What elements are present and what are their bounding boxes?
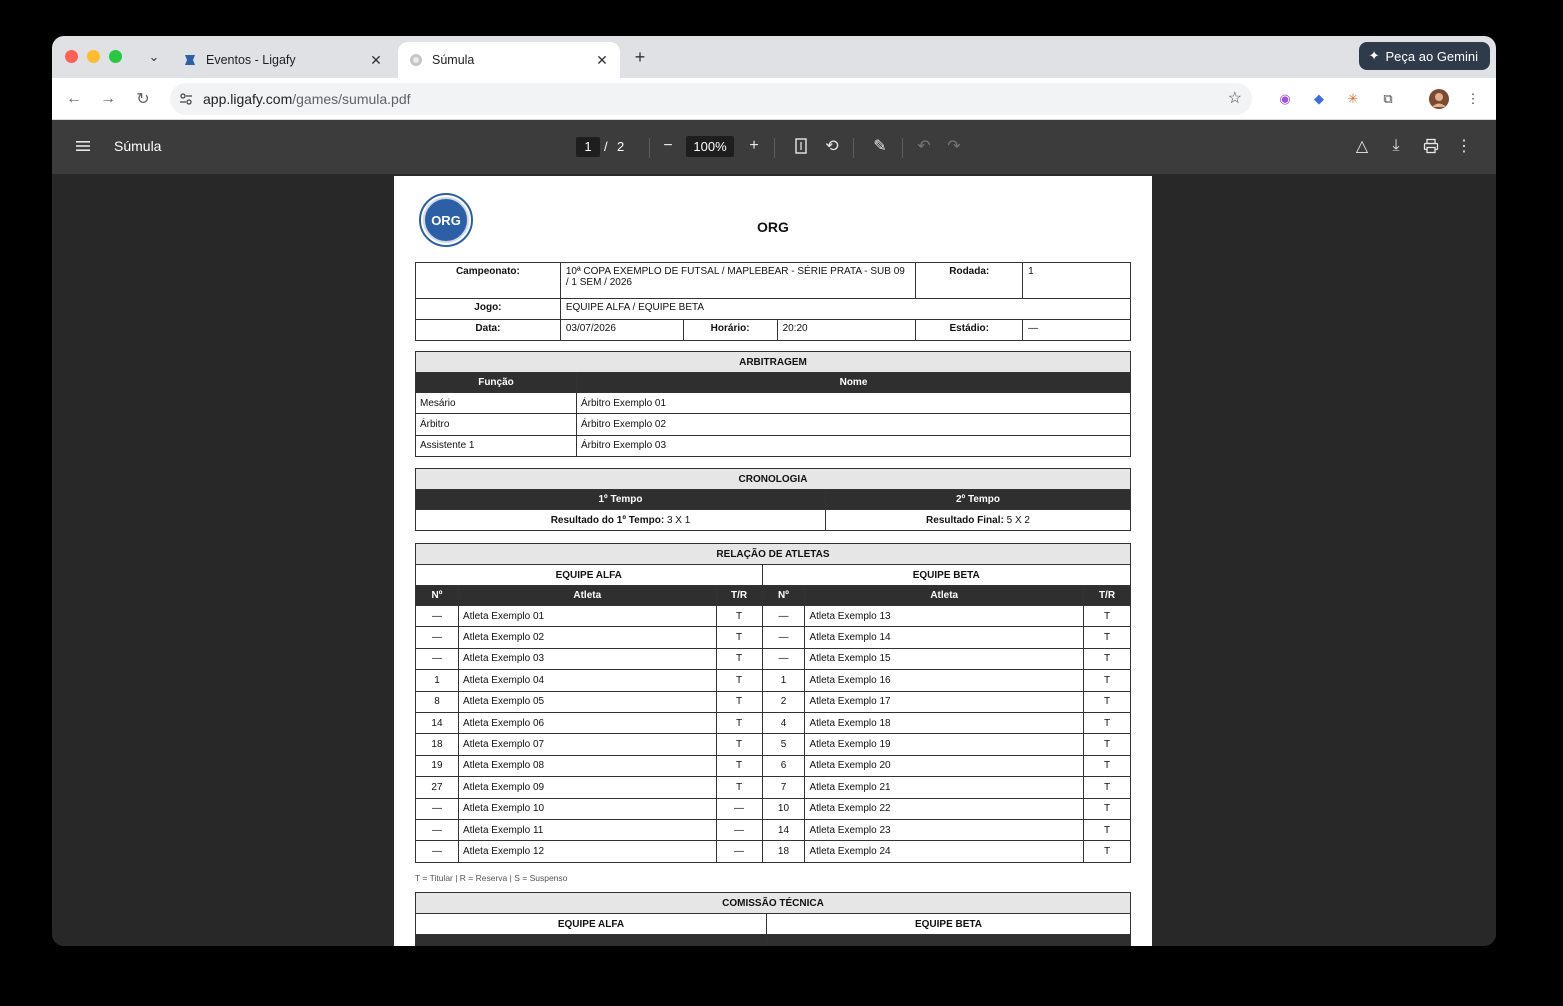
a-name: Atleta Exemplo 05 <box>458 691 716 712</box>
a-num: 8 <box>416 691 459 712</box>
a-tr: — <box>716 798 762 819</box>
resultado-1-value: 3 X 1 <box>664 514 691 526</box>
divider <box>649 138 650 158</box>
forward-arrow-icon[interactable]: → <box>100 90 116 107</box>
b-num: 14 <box>762 819 805 840</box>
table-row <box>416 798 1131 819</box>
a-tr: T <box>716 777 762 798</box>
nome-cell: Árbitro Exemplo 03 <box>577 435 1131 456</box>
browser-window <box>52 36 1496 946</box>
pdf-more-kebab-icon[interactable]: ⋮ <box>1456 138 1472 155</box>
table-row <box>416 734 1131 755</box>
zoom-in-plus-icon[interactable]: + <box>749 137 759 154</box>
b-num: — <box>762 606 805 627</box>
site-settings-icon[interactable] <box>176 89 196 109</box>
a-num: 14 <box>416 712 459 733</box>
table-row <box>416 670 1131 691</box>
a-name: Atleta Exemplo 07 <box>458 734 716 755</box>
b-num: 6 <box>762 755 805 776</box>
hamburger-menu-icon[interactable] <box>74 137 92 155</box>
a-tr: T <box>716 712 762 733</box>
nome-cell: Árbitro Exemplo 01 <box>577 393 1131 414</box>
bookmark-star-icon[interactable]: ☆ <box>1227 90 1242 107</box>
back-arrow-icon[interactable]: ← <box>66 90 82 107</box>
table-row <box>416 712 1131 733</box>
match-info-table <box>415 262 1131 341</box>
b-name: Atleta Exemplo 23 <box>805 819 1084 840</box>
table-row <box>416 435 1131 456</box>
gemini-button[interactable] <box>1359 42 1490 70</box>
table-row <box>416 691 1131 712</box>
b-num: 4 <box>762 712 805 733</box>
address-bar[interactable] <box>170 83 1252 115</box>
resultado-final <box>826 510 1131 531</box>
b-tr: T <box>1084 755 1131 776</box>
team-a-header: EQUIPE ALFA <box>416 565 763 586</box>
atletas-table <box>415 543 1131 863</box>
a-num: — <box>416 841 459 862</box>
tr-header: T/R <box>716 586 762 606</box>
b-name: Atleta Exemplo 17 <box>805 691 1084 712</box>
annotate-pen-icon[interactable]: ✎ <box>873 138 887 155</box>
url-host: app.ligafy.com <box>203 91 293 107</box>
a-name: Atleta Exemplo 02 <box>458 627 716 648</box>
a-name: Atleta Exemplo 03 <box>458 648 716 669</box>
rodada-value: 1 <box>1023 263 1131 299</box>
b-num: 5 <box>762 734 805 755</box>
b-tr: T <box>1084 670 1131 691</box>
athlete-legend-note: T = Titular | R = Reserva | S = Suspenso <box>415 873 568 883</box>
page-separator: / <box>604 139 608 154</box>
table-row <box>416 627 1131 648</box>
comissao-team-a: EQUIPE ALFA <box>416 914 767 935</box>
pdf-toolbar <box>52 120 1496 174</box>
ligafy-icon <box>182 52 198 68</box>
resultado-1-label: Resultado do 1º Tempo: <box>550 514 665 526</box>
b-name: Atleta Exemplo 19 <box>805 734 1084 755</box>
gemini-sparkle-icon: ✦ <box>1368 48 1380 63</box>
b-tr: T <box>1084 798 1131 819</box>
b-name: Atleta Exemplo 18 <box>805 712 1084 733</box>
b-num: — <box>762 627 805 648</box>
horario-label: Horário: <box>683 320 777 341</box>
a-tr: T <box>716 691 762 712</box>
undo-icon[interactable]: ↶ <box>917 138 931 155</box>
reload-icon[interactable]: ↻ <box>136 91 150 108</box>
a-num: — <box>416 627 459 648</box>
tr-header: T/R <box>1084 586 1131 606</box>
athlete-rows <box>416 606 1131 863</box>
b-tr: T <box>1084 627 1131 648</box>
resultado-primeiro-tempo <box>416 510 826 531</box>
cronologia-table <box>415 468 1131 531</box>
browser-menu-kebab-icon[interactable]: ⋮ <box>1466 91 1480 106</box>
comissao-team-b: EQUIPE BETA <box>767 914 1131 935</box>
extension-broadcast-icon[interactable]: ◉ <box>1279 91 1291 106</box>
b-name: Atleta Exemplo 13 <box>805 606 1084 627</box>
download-icon[interactable]: ⤓ <box>1392 137 1400 154</box>
gemini-label: Peça ao Gemini <box>1385 48 1478 64</box>
zoom-out-minus-icon[interactable]: − <box>663 137 673 154</box>
b-num: 18 <box>762 841 805 862</box>
comissao-title: COMISSÃO TÉCNICA <box>416 893 1131 914</box>
b-name: Atleta Exemplo 20 <box>805 755 1084 776</box>
rotate-icon[interactable]: ⟲ <box>825 138 839 155</box>
b-num: — <box>762 648 805 669</box>
b-tr: T <box>1084 606 1131 627</box>
fit-page-icon[interactable] <box>789 134 813 158</box>
table-row <box>416 819 1131 840</box>
org-title: ORG <box>757 219 789 235</box>
tab-search-chevron-icon[interactable]: ⌄ <box>148 49 160 64</box>
table-row <box>416 414 1131 435</box>
tab-eventos[interactable] <box>172 42 394 78</box>
b-num: 2 <box>762 691 805 712</box>
b-name: Atleta Exemplo 21 <box>805 777 1084 798</box>
estadio-label: Estádio: <box>916 320 1023 341</box>
a-tr: — <box>716 841 762 862</box>
globe-icon <box>408 52 424 68</box>
page-number-input[interactable]: 1 <box>576 137 600 157</box>
a-tr: T <box>716 627 762 648</box>
drive-save-icon[interactable]: △ <box>1355 138 1369 155</box>
rodada-label: Rodada: <box>916 263 1023 299</box>
table-row <box>416 648 1131 669</box>
pdf-viewport[interactable] <box>52 174 1496 946</box>
b-name: Atleta Exemplo 14 <box>805 627 1084 648</box>
a-num: — <box>416 648 459 669</box>
primeiro-tempo-header: 1º Tempo <box>416 490 826 510</box>
tab-strip <box>52 36 1496 78</box>
profile-avatar[interactable] <box>1428 88 1450 110</box>
a-tr: T <box>716 755 762 776</box>
a-num: 19 <box>416 755 459 776</box>
b-num: 10 <box>762 798 805 819</box>
team-b-header: EQUIPE BETA <box>762 565 1131 586</box>
arbitragem-table <box>415 351 1131 457</box>
atletas-title: RELAÇÃO DE ATLETAS <box>416 544 1131 565</box>
campeonato-label: Campeonato: <box>416 263 561 299</box>
b-tr: T <box>1084 777 1131 798</box>
comissao-header-a <box>416 935 767 947</box>
funcao-cell: Árbitro <box>416 414 577 435</box>
a-tr: T <box>716 670 762 691</box>
b-tr: T <box>1084 648 1131 669</box>
pdf-title: Súmula <box>114 138 162 154</box>
table-row <box>416 777 1131 798</box>
b-tr: T <box>1084 691 1131 712</box>
table-row <box>416 755 1131 776</box>
jogo-label: Jogo: <box>416 299 561 320</box>
a-name: Atleta Exemplo 09 <box>458 777 716 798</box>
funcao-header: Função <box>416 373 577 393</box>
b-name: Atleta Exemplo 15 <box>805 648 1084 669</box>
estadio-value: — <box>1023 320 1131 341</box>
b-tr: T <box>1084 712 1131 733</box>
divider <box>902 138 903 158</box>
cronologia-title: CRONOLOGIA <box>416 469 1131 490</box>
atleta-header: Atleta <box>458 586 716 606</box>
a-name: Atleta Exemplo 08 <box>458 755 716 776</box>
tab-sumula[interactable] <box>398 42 620 78</box>
a-num: 1 <box>416 670 459 691</box>
horario-value: 20:20 <box>777 320 916 341</box>
url-path: /games/sumula.pdf <box>292 91 411 107</box>
a-name: Atleta Exemplo 04 <box>458 670 716 691</box>
divider <box>774 138 775 158</box>
close-tab-icon[interactable]: ✕ <box>370 52 382 68</box>
data-value: 03/07/2026 <box>560 320 683 341</box>
new-tab-plus-icon[interactable]: + <box>634 47 646 67</box>
data-label: Data: <box>416 320 561 341</box>
atleta-header: Atleta <box>805 586 1084 606</box>
close-window-button[interactable] <box>65 50 78 63</box>
a-num: — <box>416 819 459 840</box>
zoom-level-input[interactable]: 100% <box>686 136 734 157</box>
segundo-tempo-header: 2º Tempo <box>826 490 1131 510</box>
extension-tag-icon[interactable]: ◆ <box>1314 91 1324 106</box>
a-tr: — <box>716 819 762 840</box>
a-num: — <box>416 798 459 819</box>
comissao-header-b <box>767 935 1131 947</box>
minimize-window-button[interactable] <box>87 50 100 63</box>
table-row <box>416 841 1131 862</box>
b-name: Atleta Exemplo 22 <box>805 798 1084 819</box>
comissao-table <box>415 892 1131 946</box>
url-text[interactable] <box>203 91 411 107</box>
a-name: Atleta Exemplo 06 <box>458 712 716 733</box>
a-tr: T <box>716 606 762 627</box>
tab-title: Súmula <box>432 53 475 67</box>
funcao-cell: Mesário <box>416 393 577 414</box>
a-num: 27 <box>416 777 459 798</box>
tab-title: Eventos - Ligafy <box>206 53 296 67</box>
a-tr: T <box>716 648 762 669</box>
num-header: Nº <box>762 586 805 606</box>
extensions-puzzle-icon[interactable]: ⧉ <box>1383 91 1393 106</box>
a-num: — <box>416 606 459 627</box>
org-logo-text: ORG <box>423 197 469 243</box>
nome-header: Nome <box>577 373 1131 393</box>
table-row <box>416 393 1131 414</box>
a-name: Atleta Exemplo 10 <box>458 798 716 819</box>
campeonato-value: 10ª COPA EXEMPLO DE FUTSAL / MAPLEBEAR - SÉRIE PRATA - SUB 09 / 1 SEM / 2026 <box>560 263 915 299</box>
redo-icon[interactable]: ↷ <box>947 138 961 155</box>
extension-sparkle-icon[interactable]: ✳ <box>1347 91 1359 106</box>
a-tr: T <box>716 734 762 755</box>
maximize-window-button[interactable] <box>109 50 122 63</box>
a-name: Atleta Exemplo 01 <box>458 606 716 627</box>
a-num: 18 <box>416 734 459 755</box>
resultado-final-label: Resultado Final: <box>926 514 1004 526</box>
b-tr: T <box>1084 819 1131 840</box>
print-icon[interactable] <box>1419 134 1443 158</box>
funcao-cell: Assistente 1 <box>416 435 577 456</box>
jogo-value: EQUIPE ALFA / EQUIPE BETA <box>560 299 1130 320</box>
browser-toolbar <box>52 78 1496 120</box>
b-name: Atleta Exemplo 24 <box>805 841 1084 862</box>
table-row <box>416 606 1131 627</box>
a-name: Atleta Exemplo 12 <box>458 841 716 862</box>
close-tab-icon[interactable]: ✕ <box>596 52 608 68</box>
arbitragem-title: ARBITRAGEM <box>416 352 1131 373</box>
num-header: Nº <box>416 586 459 606</box>
pdf-page <box>394 176 1152 946</box>
resultado-final-value: 5 X 2 <box>1003 514 1030 526</box>
b-tr: T <box>1084 841 1131 862</box>
b-name: Atleta Exemplo 16 <box>805 670 1084 691</box>
divider <box>853 138 854 158</box>
b-tr: T <box>1084 734 1131 755</box>
b-num: 7 <box>762 777 805 798</box>
b-num: 1 <box>762 670 805 691</box>
nome-cell: Árbitro Exemplo 02 <box>577 414 1131 435</box>
page-total: 2 <box>617 139 625 154</box>
a-name: Atleta Exemplo 11 <box>458 819 716 840</box>
